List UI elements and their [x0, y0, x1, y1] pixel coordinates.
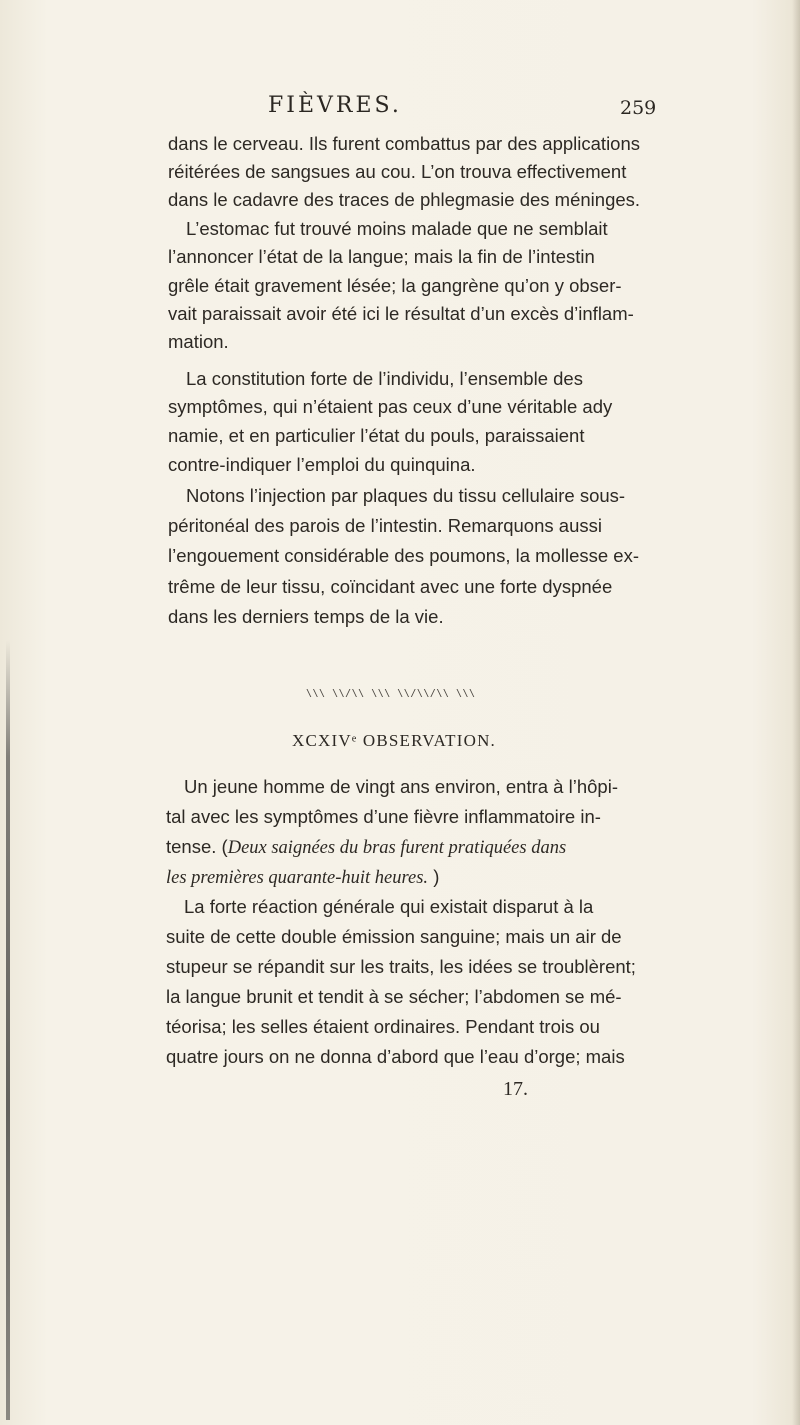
text-line: quatre jours on ne donna d’abord que l’eau d’orge; mais	[166, 1046, 625, 1067]
text-line: dans le cerveau. Ils furent combattus par des applications	[168, 133, 641, 154]
text-line: namie, et en particulier l’état du pouls, paraissaient	[168, 425, 585, 446]
text-line: symptômes, qui n’étaient pas ceux d’une véritable ady	[168, 396, 613, 417]
text-line	[166, 836, 566, 859]
text-line: Un jeune homme de vingt ans environ, entra à l’hôpi-	[184, 776, 618, 797]
running-header	[0, 93, 800, 123]
running-title: FIÈVRES.	[268, 93, 402, 118]
text-line: trême de leur tissu, coïncidant avec une forte dyspnée	[168, 576, 613, 597]
text-line: contre-indiquer l’emploi du quinquina.	[168, 454, 476, 475]
text-line: réitérées de sangsues au cou. L’on trouva effectivement	[168, 161, 627, 182]
italic-fragment: les premières quarante-huit heures.	[166, 868, 429, 888]
page-gutter-shadow	[792, 0, 800, 1425]
text-line: dans les derniers temps de la vie.	[168, 606, 444, 627]
signature-mark: 17.	[503, 1078, 528, 1100]
text-line: vait paraissait avoir été ici le résultat d’un excès d’inflam-	[168, 303, 634, 324]
text-line: dans le cadavre des traces de phlegmasie des méninges.	[168, 189, 641, 210]
text-line: L’estomac fut trouvé moins malade que ne semblait	[186, 218, 608, 239]
text-line: la langue brunit et tendit à se sécher; l’abdomen se mé-	[166, 986, 622, 1007]
text-line: suite de cette double émission sanguine; mais un air de	[166, 926, 622, 947]
section-ornament: \\\ \\/\\ \\\ \\/\\/\\ \\\	[306, 688, 476, 699]
text-line	[166, 866, 439, 889]
text-line: péritonéal des parois de l’intestin. Remarquons aussi	[168, 515, 602, 536]
text-line: tal avec les symptômes d’une fièvre inflammatoire in-	[166, 806, 601, 827]
text-line: La forte réaction générale qui existait disparut à la	[184, 896, 594, 917]
text-fragment: tense. (	[166, 836, 228, 857]
text-line: La constitution forte de l’individu, l’ensemble des	[186, 368, 583, 389]
text-line: Notons l’injection par plaques du tissu cellulaire sous-	[186, 485, 626, 506]
text-line: grêle était gravement lésée; la gangrène qu’on y obser-	[168, 275, 622, 296]
text-line: mation.	[168, 331, 229, 352]
observation-heading: XCXIVᵉ OBSERVATION.	[292, 731, 496, 750]
text-line: l’annoncer l’état de la langue; mais la fin de l’intestin	[168, 246, 595, 267]
page-number: 259	[620, 97, 657, 119]
text-line: stupeur se répandit sur les traits, les idées se troublèrent;	[166, 956, 636, 977]
page-edge-mark	[6, 640, 10, 1420]
italic-fragment: Deux saignées du bras furent pratiquées dans	[227, 838, 567, 858]
text-line: téorisa; les selles étaient ordinaires. Pendant trois ou	[166, 1016, 600, 1037]
text-fragment: )	[433, 866, 440, 887]
text-line: l’engouement considérable des poumons, la mollesse ex-	[168, 545, 639, 566]
